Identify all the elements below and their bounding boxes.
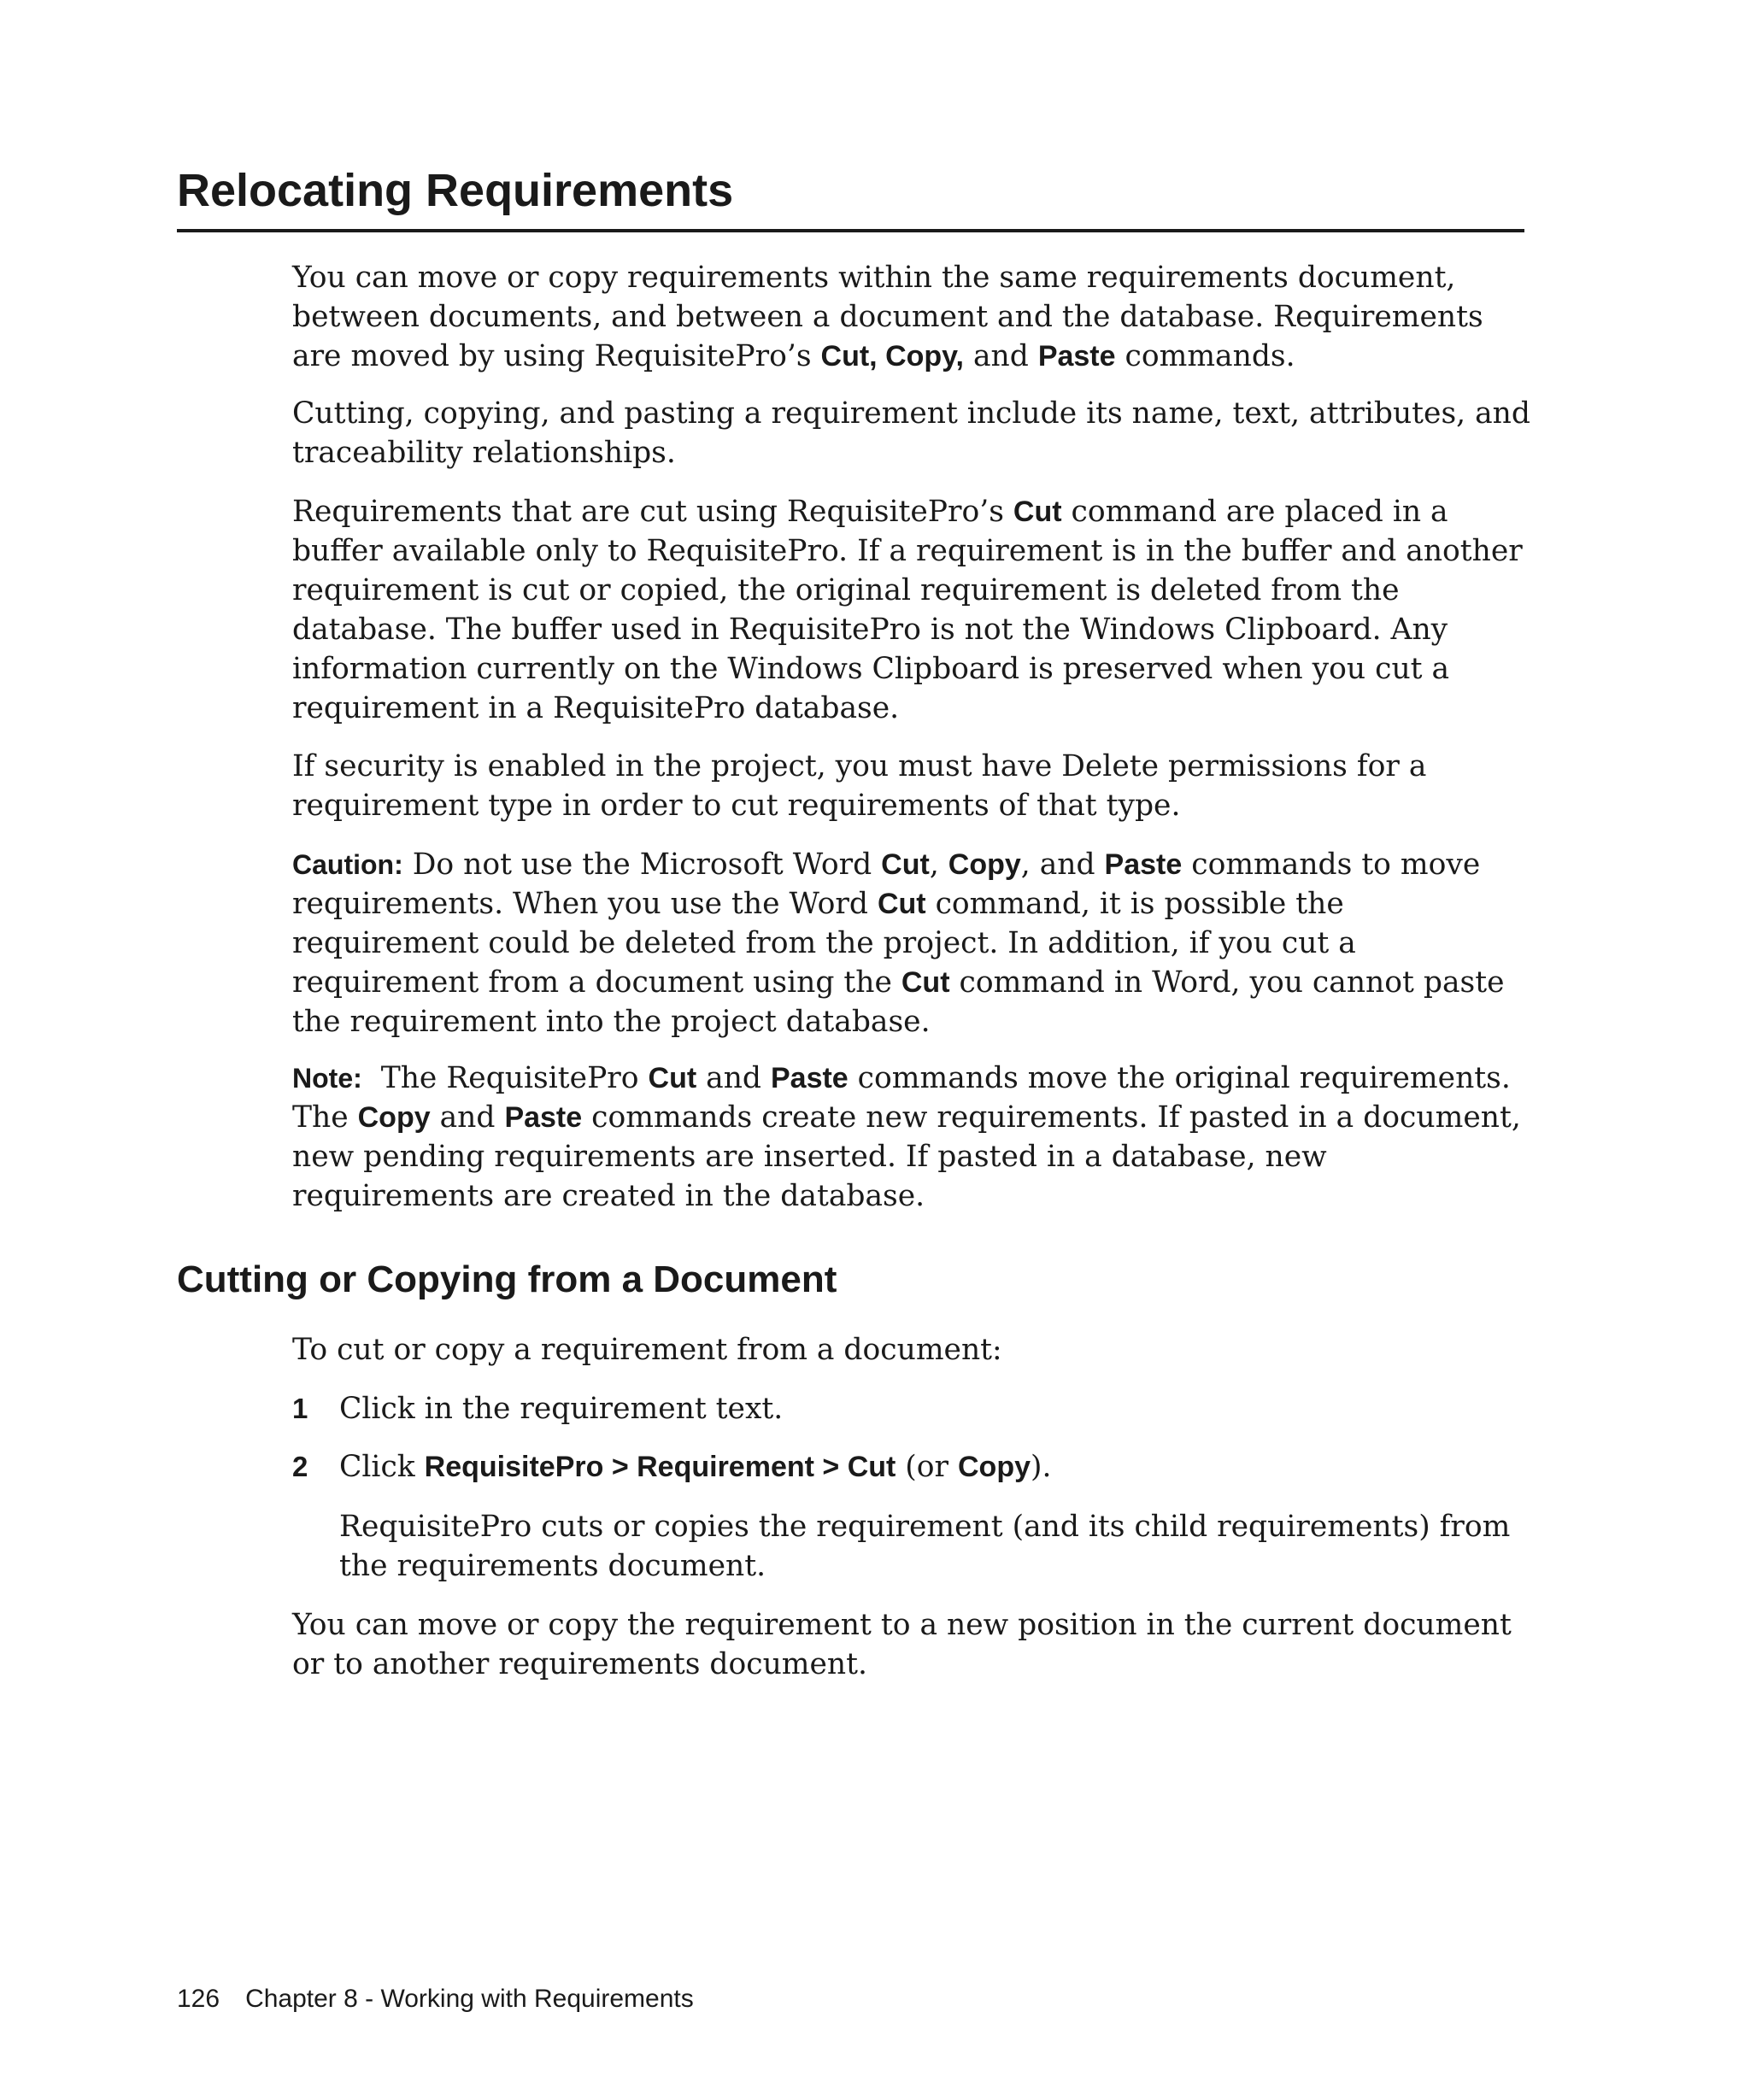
text-run: and xyxy=(430,1100,505,1135)
paragraph-security: If security is enabled in the project, you must have Delete permissions for a requirement type in order to cut requirements of that type. xyxy=(292,749,1427,823)
paragraph-cut-copy-paste: Cutting, copying, and pasting a requirement include its name, text, attributes, and traceability relationships. xyxy=(292,396,1530,470)
text-run: commands. xyxy=(1115,339,1295,373)
page-number: 126 xyxy=(177,1985,220,2013)
caution-paragraph xyxy=(292,845,1531,1041)
chapter-title: Chapter 8 - Working with Requirements xyxy=(245,1985,694,2013)
text-run: ). xyxy=(1031,1450,1052,1484)
text-run: and xyxy=(696,1061,771,1095)
text-run: Click xyxy=(339,1450,425,1484)
section-intro: To cut or copy a requirement from a document: xyxy=(292,1333,1002,1367)
command-paste: Paste xyxy=(504,1101,583,1134)
text-run: The RequisitePro xyxy=(361,1061,649,1095)
command-cut: Cut xyxy=(901,966,950,999)
paragraph-buffer xyxy=(292,492,1531,728)
note-label: Note: xyxy=(292,1063,362,1094)
closing-paragraph: You can move or copy the requirement to a new position in the current document or to another requirements document. xyxy=(292,1608,1512,1681)
command-paste: Paste xyxy=(1104,848,1183,881)
text-run: commands move the original requirements. The xyxy=(292,1061,1511,1135)
command-copy: Copy xyxy=(948,848,1021,881)
note-paragraph xyxy=(292,1059,1531,1216)
command-cut: Cut xyxy=(881,848,930,881)
command-paste: Paste xyxy=(770,1062,849,1094)
command-copy: Copy xyxy=(357,1101,431,1134)
text-run: Do not use the Microsoft Word xyxy=(402,848,882,882)
text-run: commands create new requirements. If pasted in a document, new pending requirements are inserted. If pasted in a database, new requirements are created in the database. xyxy=(292,1100,1521,1213)
intro-paragraph xyxy=(292,258,1531,376)
text-run: (or xyxy=(896,1450,958,1484)
text-run: commands to move requirements. When you use the Word xyxy=(292,848,1481,921)
caution-label: Caution: xyxy=(292,849,403,880)
step-result: RequisitePro cuts or copies the requirement (and its child requirements) from the requirements document. xyxy=(339,1510,1511,1583)
command-copy: Copy xyxy=(958,1451,1031,1483)
step-number: 2 xyxy=(292,1451,308,1482)
text-run: Requirements that are cut using RequisitePro’s xyxy=(292,495,1013,529)
text-run: command are placed in a buffer available only to RequisitePro. If a requirement is in the buffer and another requirement is cut or copied, the original requirement is deleted from the database. The buffer used in RequisitePro is not the Windows Clipboard. Any information currently on the Windows Clipboard is preserved when you cut a requirement in a RequisitePro database. xyxy=(292,495,1523,725)
command-cut: Cut xyxy=(648,1062,697,1094)
step-text xyxy=(339,1447,1536,1487)
text-run: command in Word, you cannot paste the requirement into the project database. xyxy=(292,965,1505,1039)
menu-path: RequisitePro > Requirement > Cut xyxy=(424,1451,896,1483)
text-run: , xyxy=(929,848,948,882)
command-cut: Cut xyxy=(1013,496,1062,528)
text-run: and xyxy=(964,339,1038,373)
page-title: Relocating Requirements xyxy=(177,162,1524,232)
text-run: command, it is possible the requirement could be deleted from the project. In addition, if you cut a requirement from a document using the xyxy=(292,887,1356,1000)
command-cut: Cut xyxy=(877,888,926,920)
section-title: Cutting or Copying from a Document xyxy=(177,1258,837,1300)
page-footer xyxy=(177,1982,694,2016)
command-cut-copy: Cut, Copy, xyxy=(820,340,964,372)
step-text: Click in the requirement text. xyxy=(339,1392,784,1426)
command-paste: Paste xyxy=(1037,340,1116,372)
step-number: 1 xyxy=(292,1393,308,1424)
text-run: You can move or copy requirements within the same requirements document, between documents, and between a document and the database. Requirements are moved by using RequisitePro’s xyxy=(292,261,1483,373)
text-run: , and xyxy=(1020,848,1105,882)
